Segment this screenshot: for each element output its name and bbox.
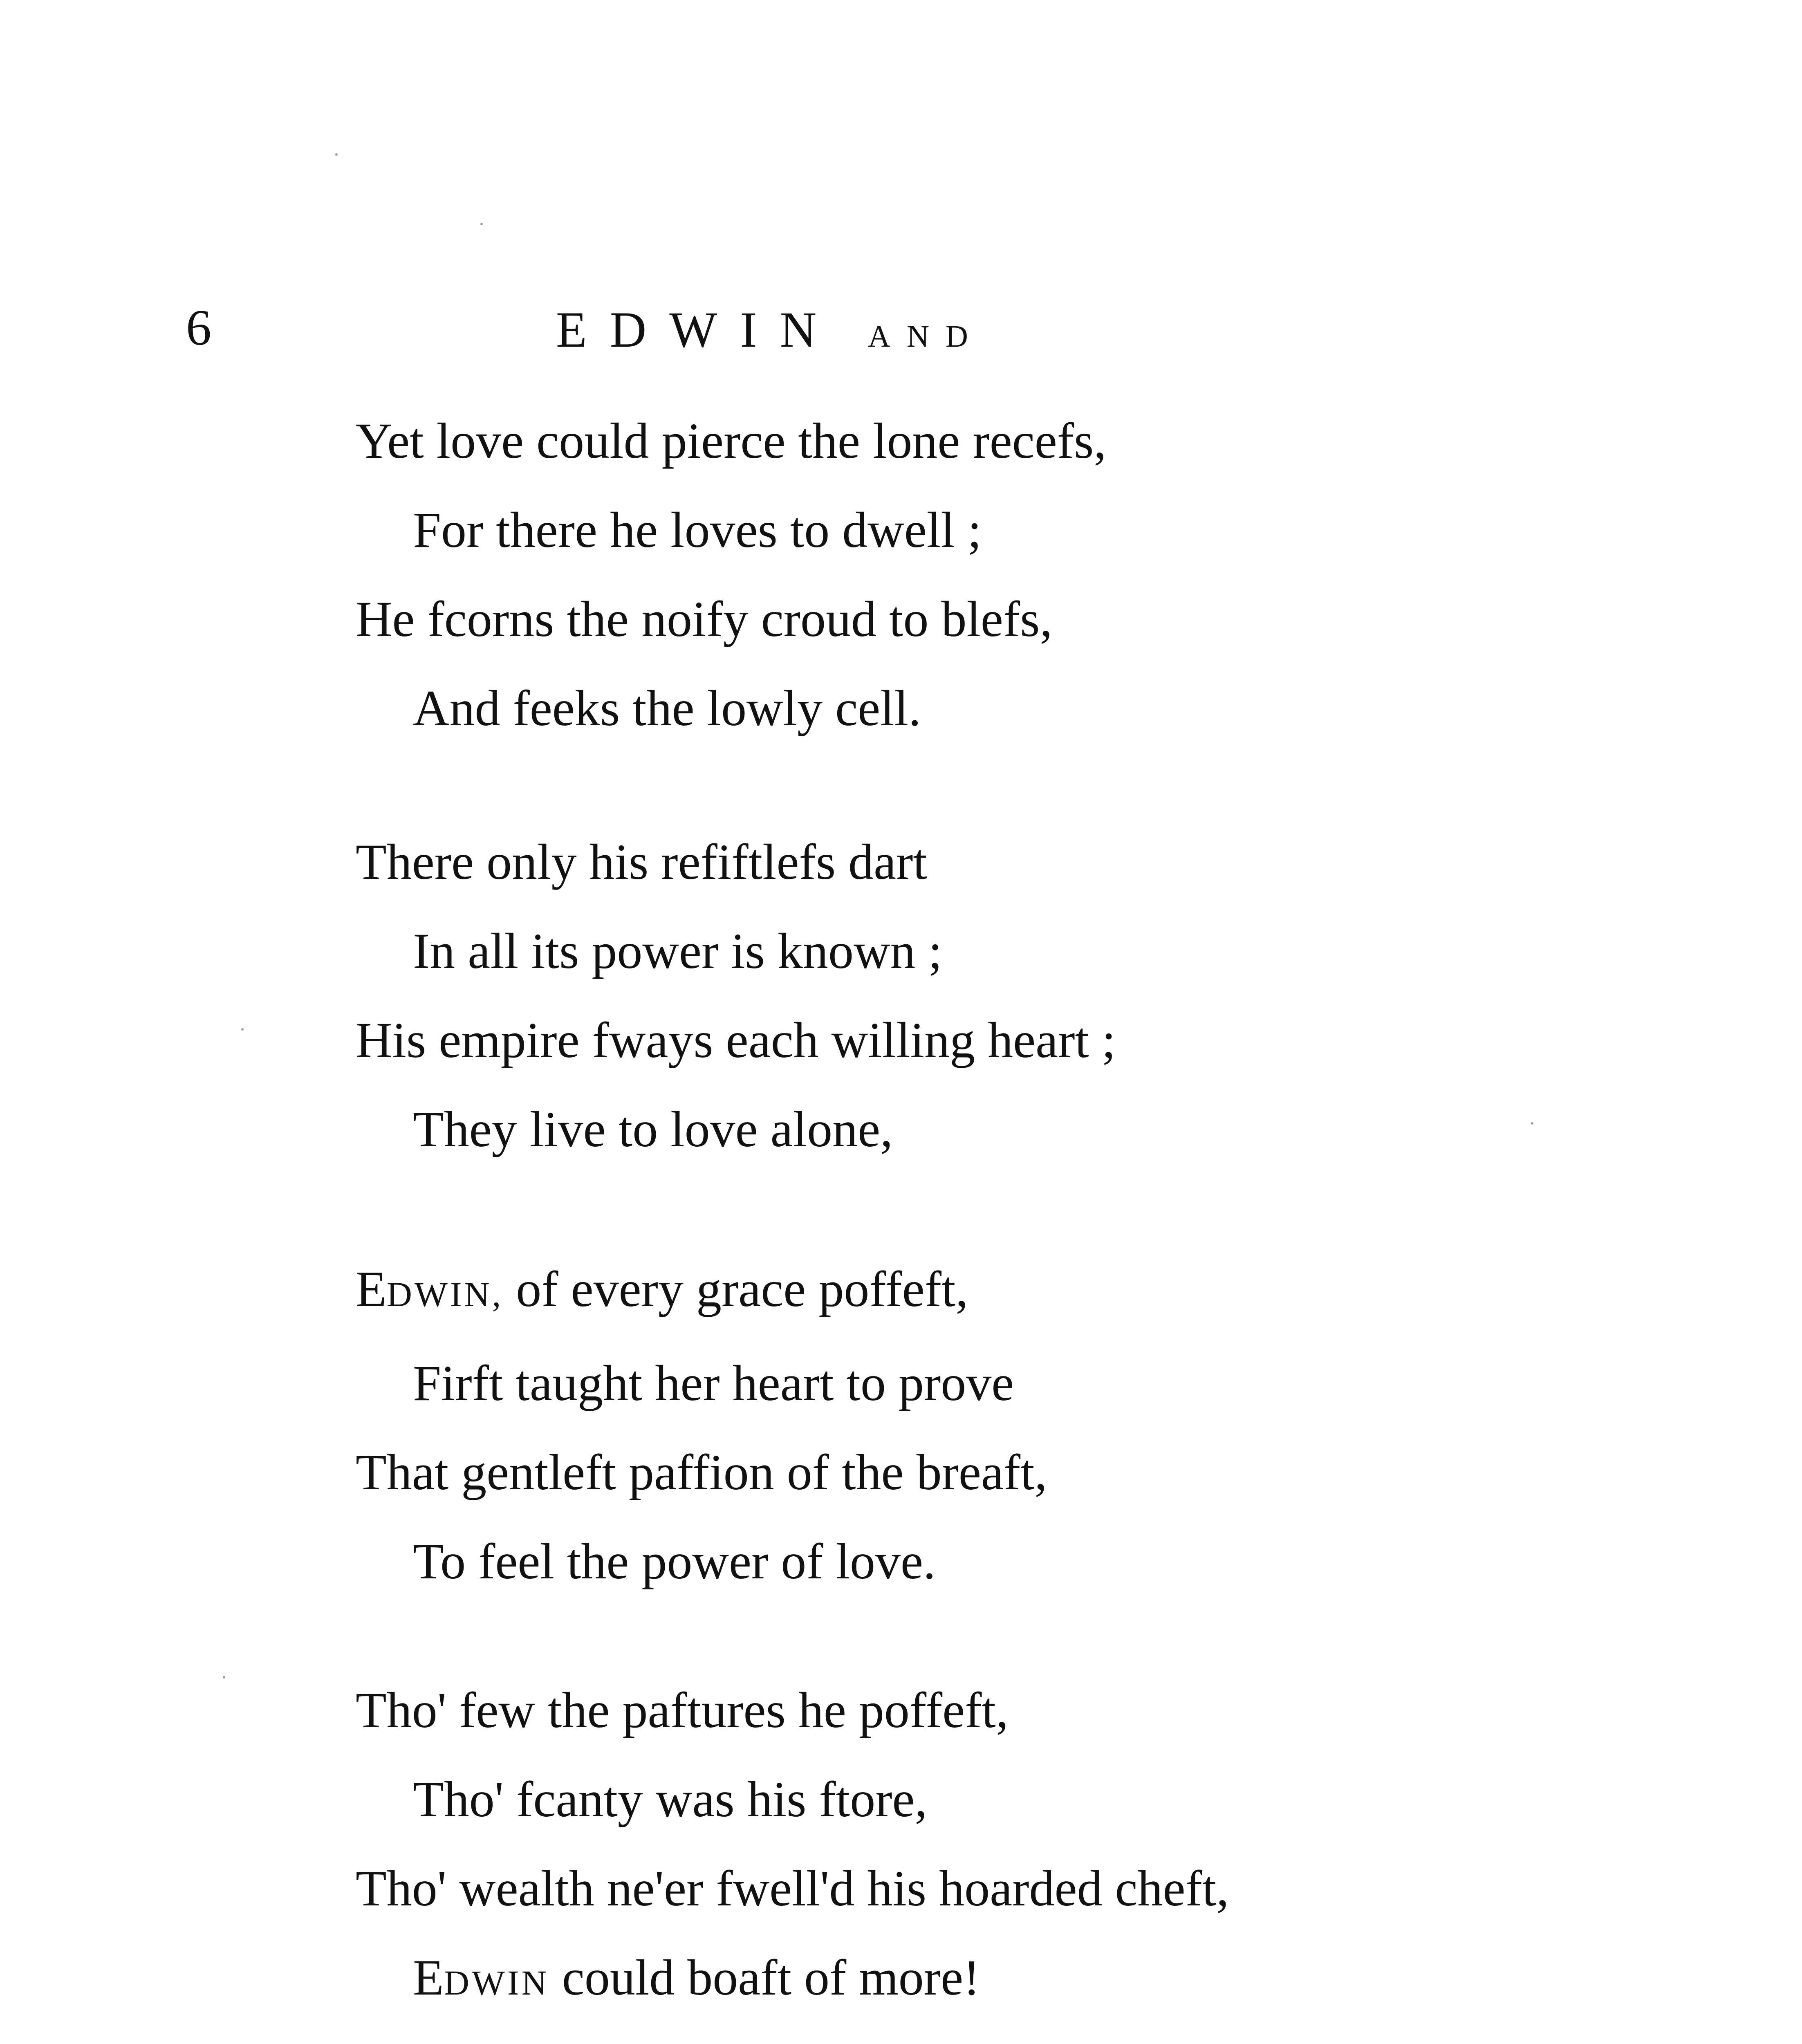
- stanza-3: [356, 1245, 1664, 1606]
- verse-line: Tho' wealth ne'er fwell'd his hoarded cheft,: [356, 1860, 1229, 1916]
- stanza-4: [356, 1666, 1664, 2027]
- name-initial: E: [413, 1950, 444, 2006]
- verse-line: To feel the power of love.: [413, 1533, 936, 1589]
- name-initial: E: [356, 1261, 387, 1317]
- verse-line: Tho' few the paftures he poffeft,: [356, 1682, 1009, 1738]
- running-head-title: EDWIN: [556, 302, 840, 358]
- verse-line-text: could boaft of more!: [562, 1950, 980, 2006]
- name-small-caps: DWIN,: [386, 1275, 504, 1314]
- verse-line: He fcorns the noify croud to blefs,: [356, 591, 1053, 647]
- verse-line: [356, 1245, 1664, 1339]
- verse-line-text: of every grace poffeft,: [516, 1261, 968, 1317]
- verse-line: His empire fways each willing heart ;: [356, 1012, 1116, 1068]
- name-small-caps: DWIN: [444, 1963, 549, 2002]
- page-number: 6: [186, 300, 211, 356]
- paper-speck: [335, 153, 338, 156]
- verse-line: In all its power is known ;: [413, 923, 942, 979]
- running-head: [556, 302, 984, 358]
- verse-line: Firft taught her heart to prove: [413, 1355, 1014, 1411]
- verse-line: That gentleft paffion of the breaft,: [356, 1444, 1047, 1500]
- stanza-1: [356, 397, 1664, 753]
- paper-speck: [241, 1028, 244, 1031]
- paper-speck: [223, 1676, 225, 1679]
- verse-line: And feeks the lowly cell.: [413, 680, 921, 736]
- verse-line: They live to love alone,: [413, 1101, 893, 1157]
- running-head-subtitle: AND: [868, 319, 984, 354]
- paper-speck: [1531, 1122, 1533, 1125]
- verse-line: Tho' fcanty was his ftore,: [413, 1771, 928, 1827]
- paper-speck: [480, 223, 483, 225]
- verse-line: Yet love could pierce the lone recefs,: [356, 413, 1107, 469]
- verse-line: For there he loves to dwell ;: [413, 502, 982, 558]
- stanza-2: [356, 818, 1664, 1174]
- verse-line: [356, 1933, 1664, 2027]
- verse-line: There only his refiftlefs dart: [356, 834, 927, 890]
